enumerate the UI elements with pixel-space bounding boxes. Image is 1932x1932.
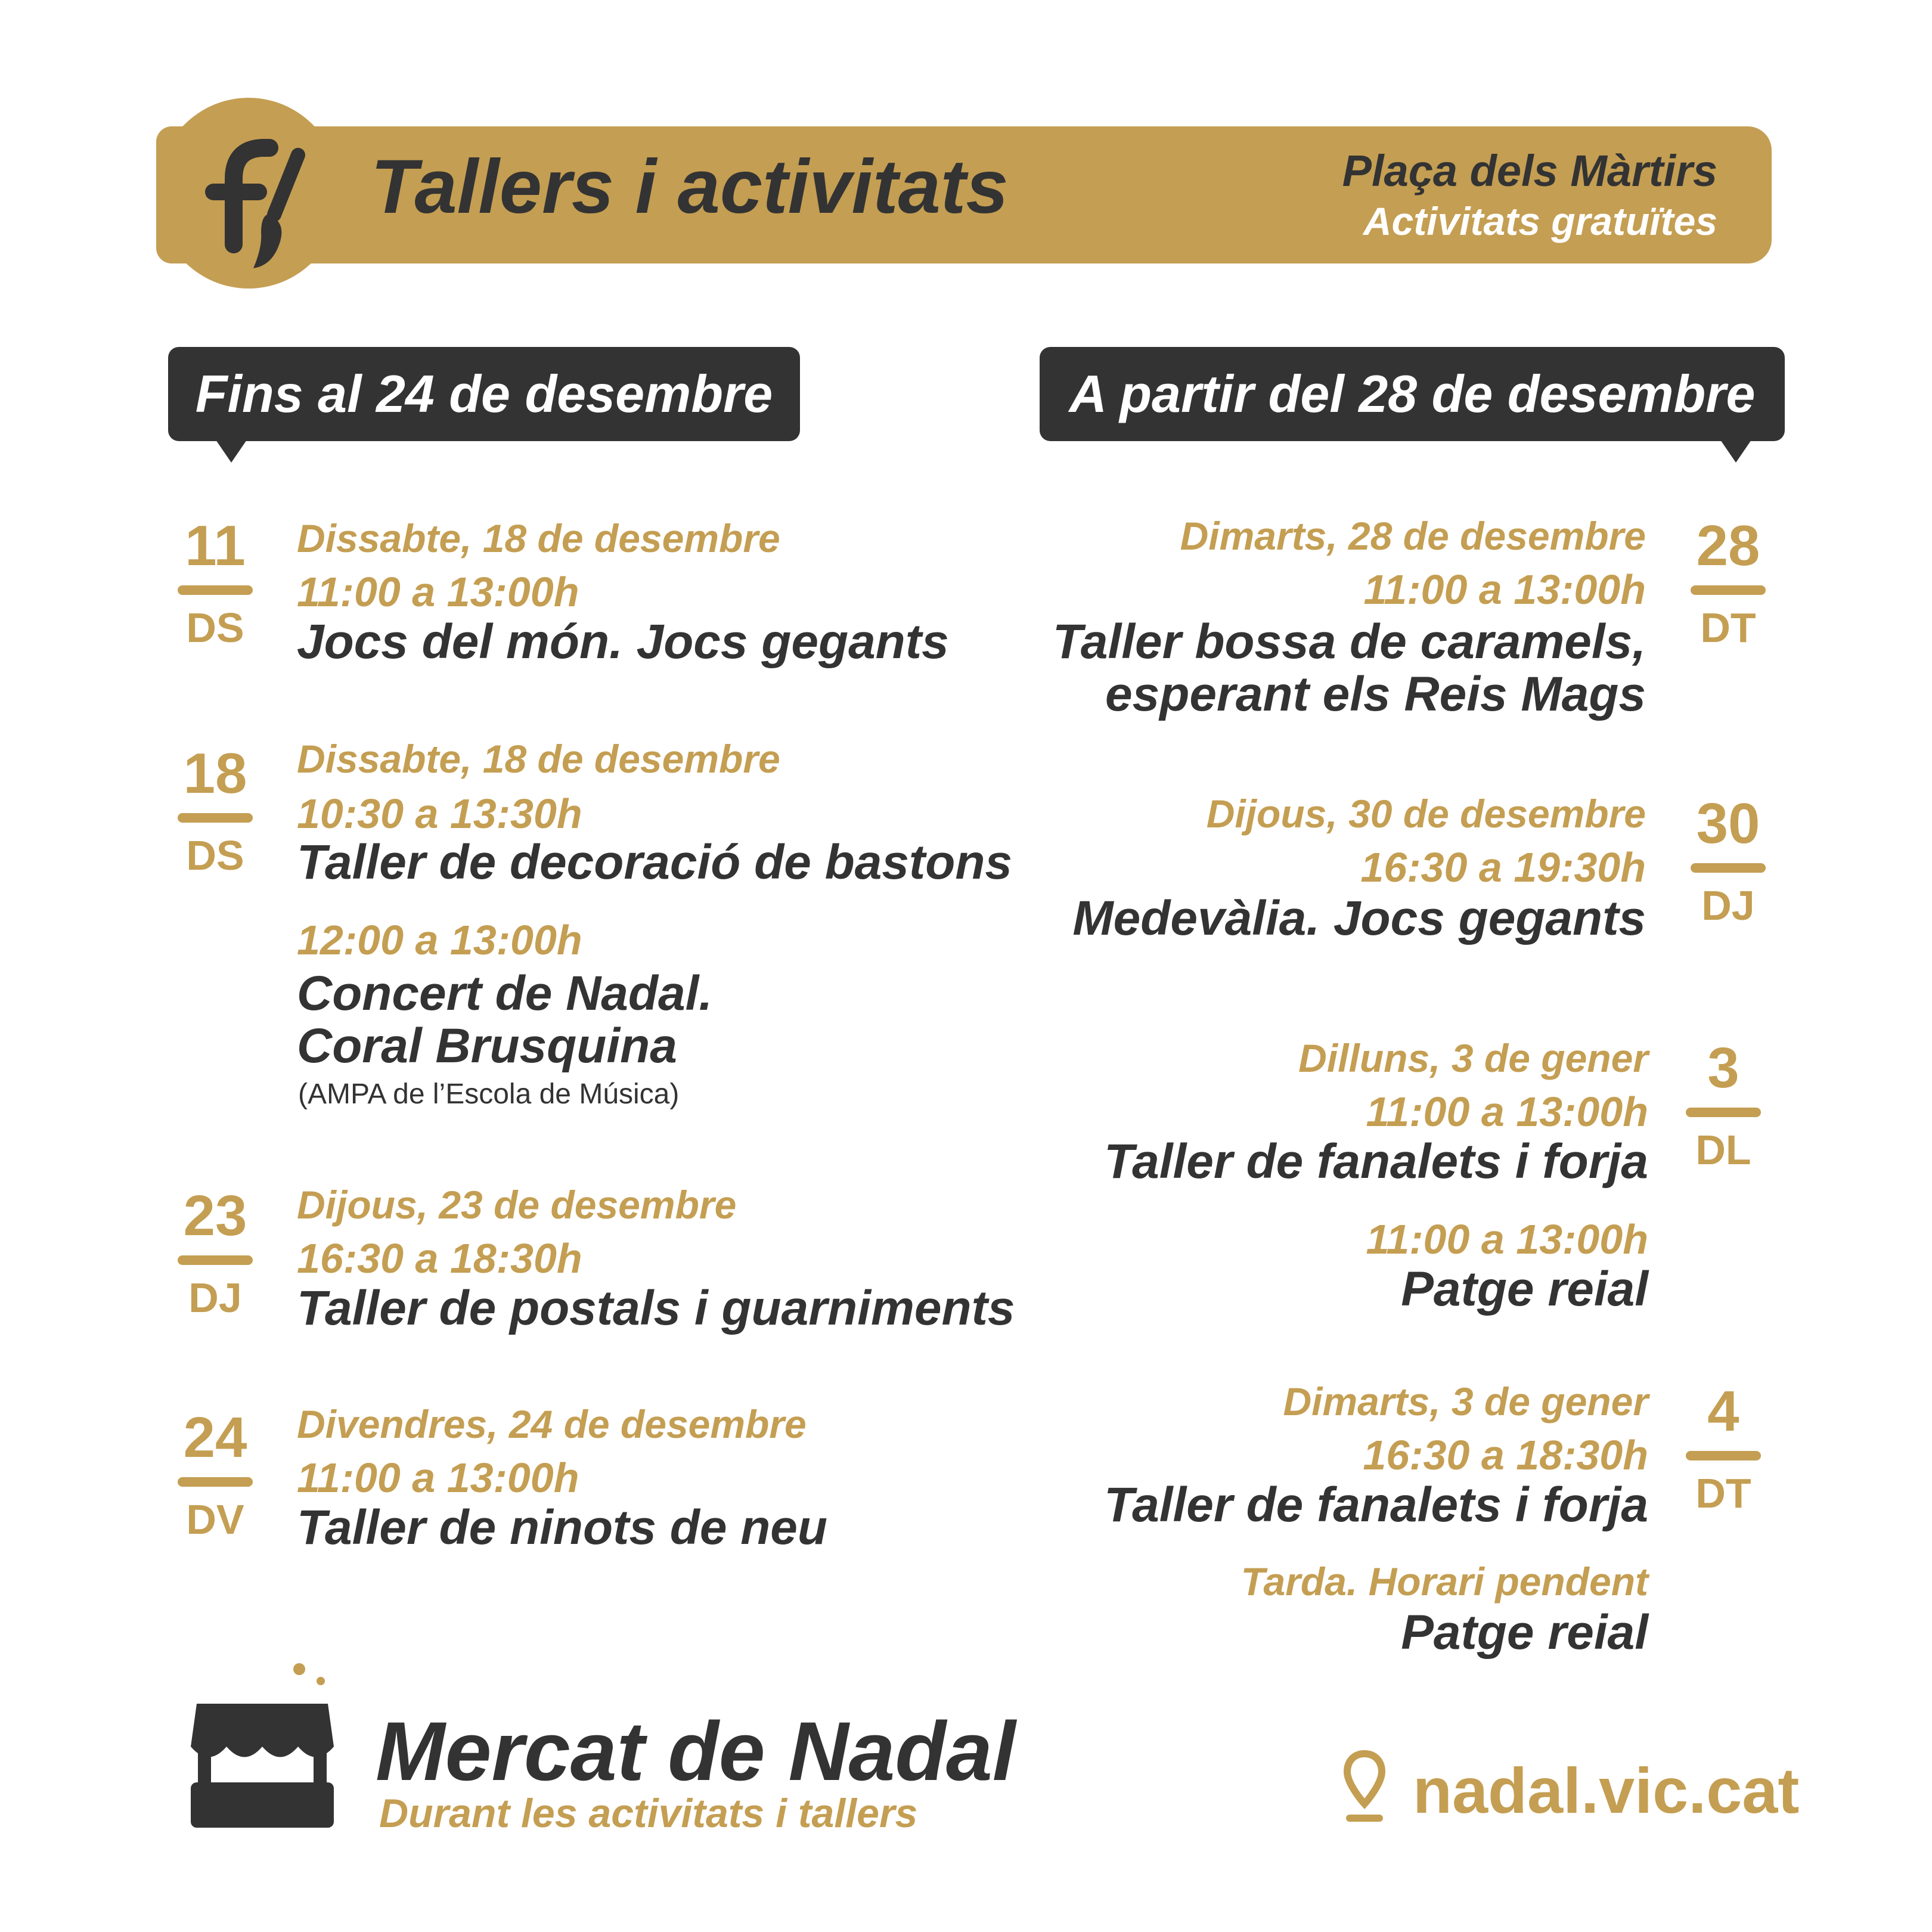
event-date: Dijous, 30 de desembre bbox=[1206, 792, 1646, 836]
date-divider bbox=[1691, 585, 1766, 595]
section-label-right: A partir del 28 de desembre bbox=[1040, 347, 1785, 441]
event-date: Dijous, 23 de desembre bbox=[297, 1183, 737, 1227]
event-date: Divendres, 24 de desembre bbox=[297, 1402, 807, 1446]
event-title: Taller de postals i guarniments bbox=[297, 1281, 1015, 1335]
logo-brush-icon bbox=[197, 125, 310, 274]
date-divider bbox=[178, 1477, 253, 1487]
event-time: 11:00 a 13:00h bbox=[297, 1455, 579, 1501]
page-title: Tallers i activitats bbox=[371, 144, 1009, 230]
weekday: DV bbox=[186, 1496, 244, 1543]
weekday: DS bbox=[186, 832, 244, 879]
header-place: Plaça dels Màrtirs bbox=[1342, 146, 1717, 196]
event-time: 16:30 a 18:30h bbox=[1363, 1432, 1648, 1478]
date-number: 11 bbox=[185, 514, 246, 578]
date-badge bbox=[1685, 1036, 1762, 1173]
date-divider bbox=[178, 1255, 253, 1265]
market-subtitle: Durant les activitats i tallers bbox=[379, 1791, 918, 1836]
date-number: 3 bbox=[1707, 1036, 1739, 1100]
event-date: Dissabte, 18 de desembre bbox=[297, 516, 780, 560]
weekday: DT bbox=[1695, 1470, 1751, 1517]
weekday: DT bbox=[1700, 604, 1756, 651]
weekday: DJ bbox=[188, 1274, 242, 1321]
event-title: Coral Brusquina bbox=[297, 1019, 677, 1073]
date-number: 28 bbox=[1696, 514, 1760, 578]
event-time: 16:30 a 18:30h bbox=[297, 1235, 582, 1282]
event-time: Tarda. Horari pendent bbox=[1241, 1559, 1648, 1604]
date-badge bbox=[176, 742, 254, 879]
market-stall-icon bbox=[185, 1657, 340, 1830]
event-title: Concert de Nadal. bbox=[297, 966, 713, 1021]
event-time: 12:00 a 13:00h bbox=[297, 917, 582, 963]
date-badge bbox=[1689, 792, 1767, 929]
weekday: DJ bbox=[1701, 882, 1755, 929]
date-divider bbox=[178, 585, 253, 595]
event-title: Jocs del món. Jocs gegants bbox=[297, 615, 949, 669]
date-number: 30 bbox=[1696, 792, 1760, 855]
date-number: 18 bbox=[183, 742, 247, 805]
event-time: 16:30 a 19:30h bbox=[1360, 844, 1646, 891]
header-free-note: Activitats gratuïtes bbox=[1363, 199, 1717, 243]
event-time: 10:30 a 13:30h bbox=[297, 790, 582, 837]
event-date: Dimarts, 3 de gener bbox=[1283, 1379, 1648, 1424]
date-divider bbox=[1691, 863, 1766, 873]
event-date: Dimarts, 28 de desembre bbox=[1180, 514, 1646, 558]
date-badge bbox=[176, 1184, 254, 1321]
date-badge bbox=[1689, 514, 1767, 651]
date-number: 4 bbox=[1707, 1379, 1739, 1443]
date-number: 23 bbox=[183, 1184, 247, 1248]
date-divider bbox=[1686, 1108, 1761, 1117]
location-pin-icon bbox=[1344, 1750, 1385, 1824]
event-time: 11:00 a 13:00h bbox=[1363, 566, 1646, 613]
date-number: 24 bbox=[183, 1406, 247, 1469]
date-divider bbox=[178, 813, 253, 823]
event-time: 11:00 a 13:00h bbox=[1366, 1089, 1648, 1135]
event-title: Patge reial bbox=[1401, 1262, 1648, 1316]
event-time: 11:00 a 13:00h bbox=[297, 569, 579, 615]
event-title: Taller de fanalets i forja bbox=[1104, 1478, 1648, 1532]
date-badge bbox=[1685, 1379, 1762, 1517]
event-title: Medevàlia. Jocs gegants bbox=[1072, 891, 1646, 945]
market-title: Mercat de Nadal bbox=[376, 1704, 1016, 1798]
event-time: 11:00 a 13:00h bbox=[1366, 1216, 1648, 1263]
event-note: (AMPA de l’Escola de Música) bbox=[298, 1078, 680, 1110]
event-title: esperant els Reis Mags bbox=[1105, 667, 1646, 721]
event-title: Taller bossa de caramels, bbox=[1052, 615, 1646, 669]
event-title: Patge reial bbox=[1401, 1605, 1648, 1660]
weekday: DS bbox=[186, 604, 244, 651]
website-link[interactable]: nadal.vic.cat bbox=[1413, 1754, 1800, 1826]
event-title: Taller de fanalets i forja bbox=[1104, 1134, 1648, 1189]
date-badge bbox=[176, 514, 254, 651]
date-badge bbox=[176, 1406, 254, 1543]
event-date: Dissabte, 18 de desembre bbox=[297, 737, 780, 781]
weekday: DL bbox=[1695, 1127, 1751, 1173]
date-divider bbox=[1686, 1451, 1761, 1460]
event-date: Dilluns, 3 de gener bbox=[1298, 1036, 1648, 1080]
event-title: Taller de decoració de bastons bbox=[297, 835, 1013, 889]
event-title: Taller de ninots de neu bbox=[297, 1500, 827, 1555]
section-label-left: Fins al 24 de desembre bbox=[168, 347, 800, 441]
